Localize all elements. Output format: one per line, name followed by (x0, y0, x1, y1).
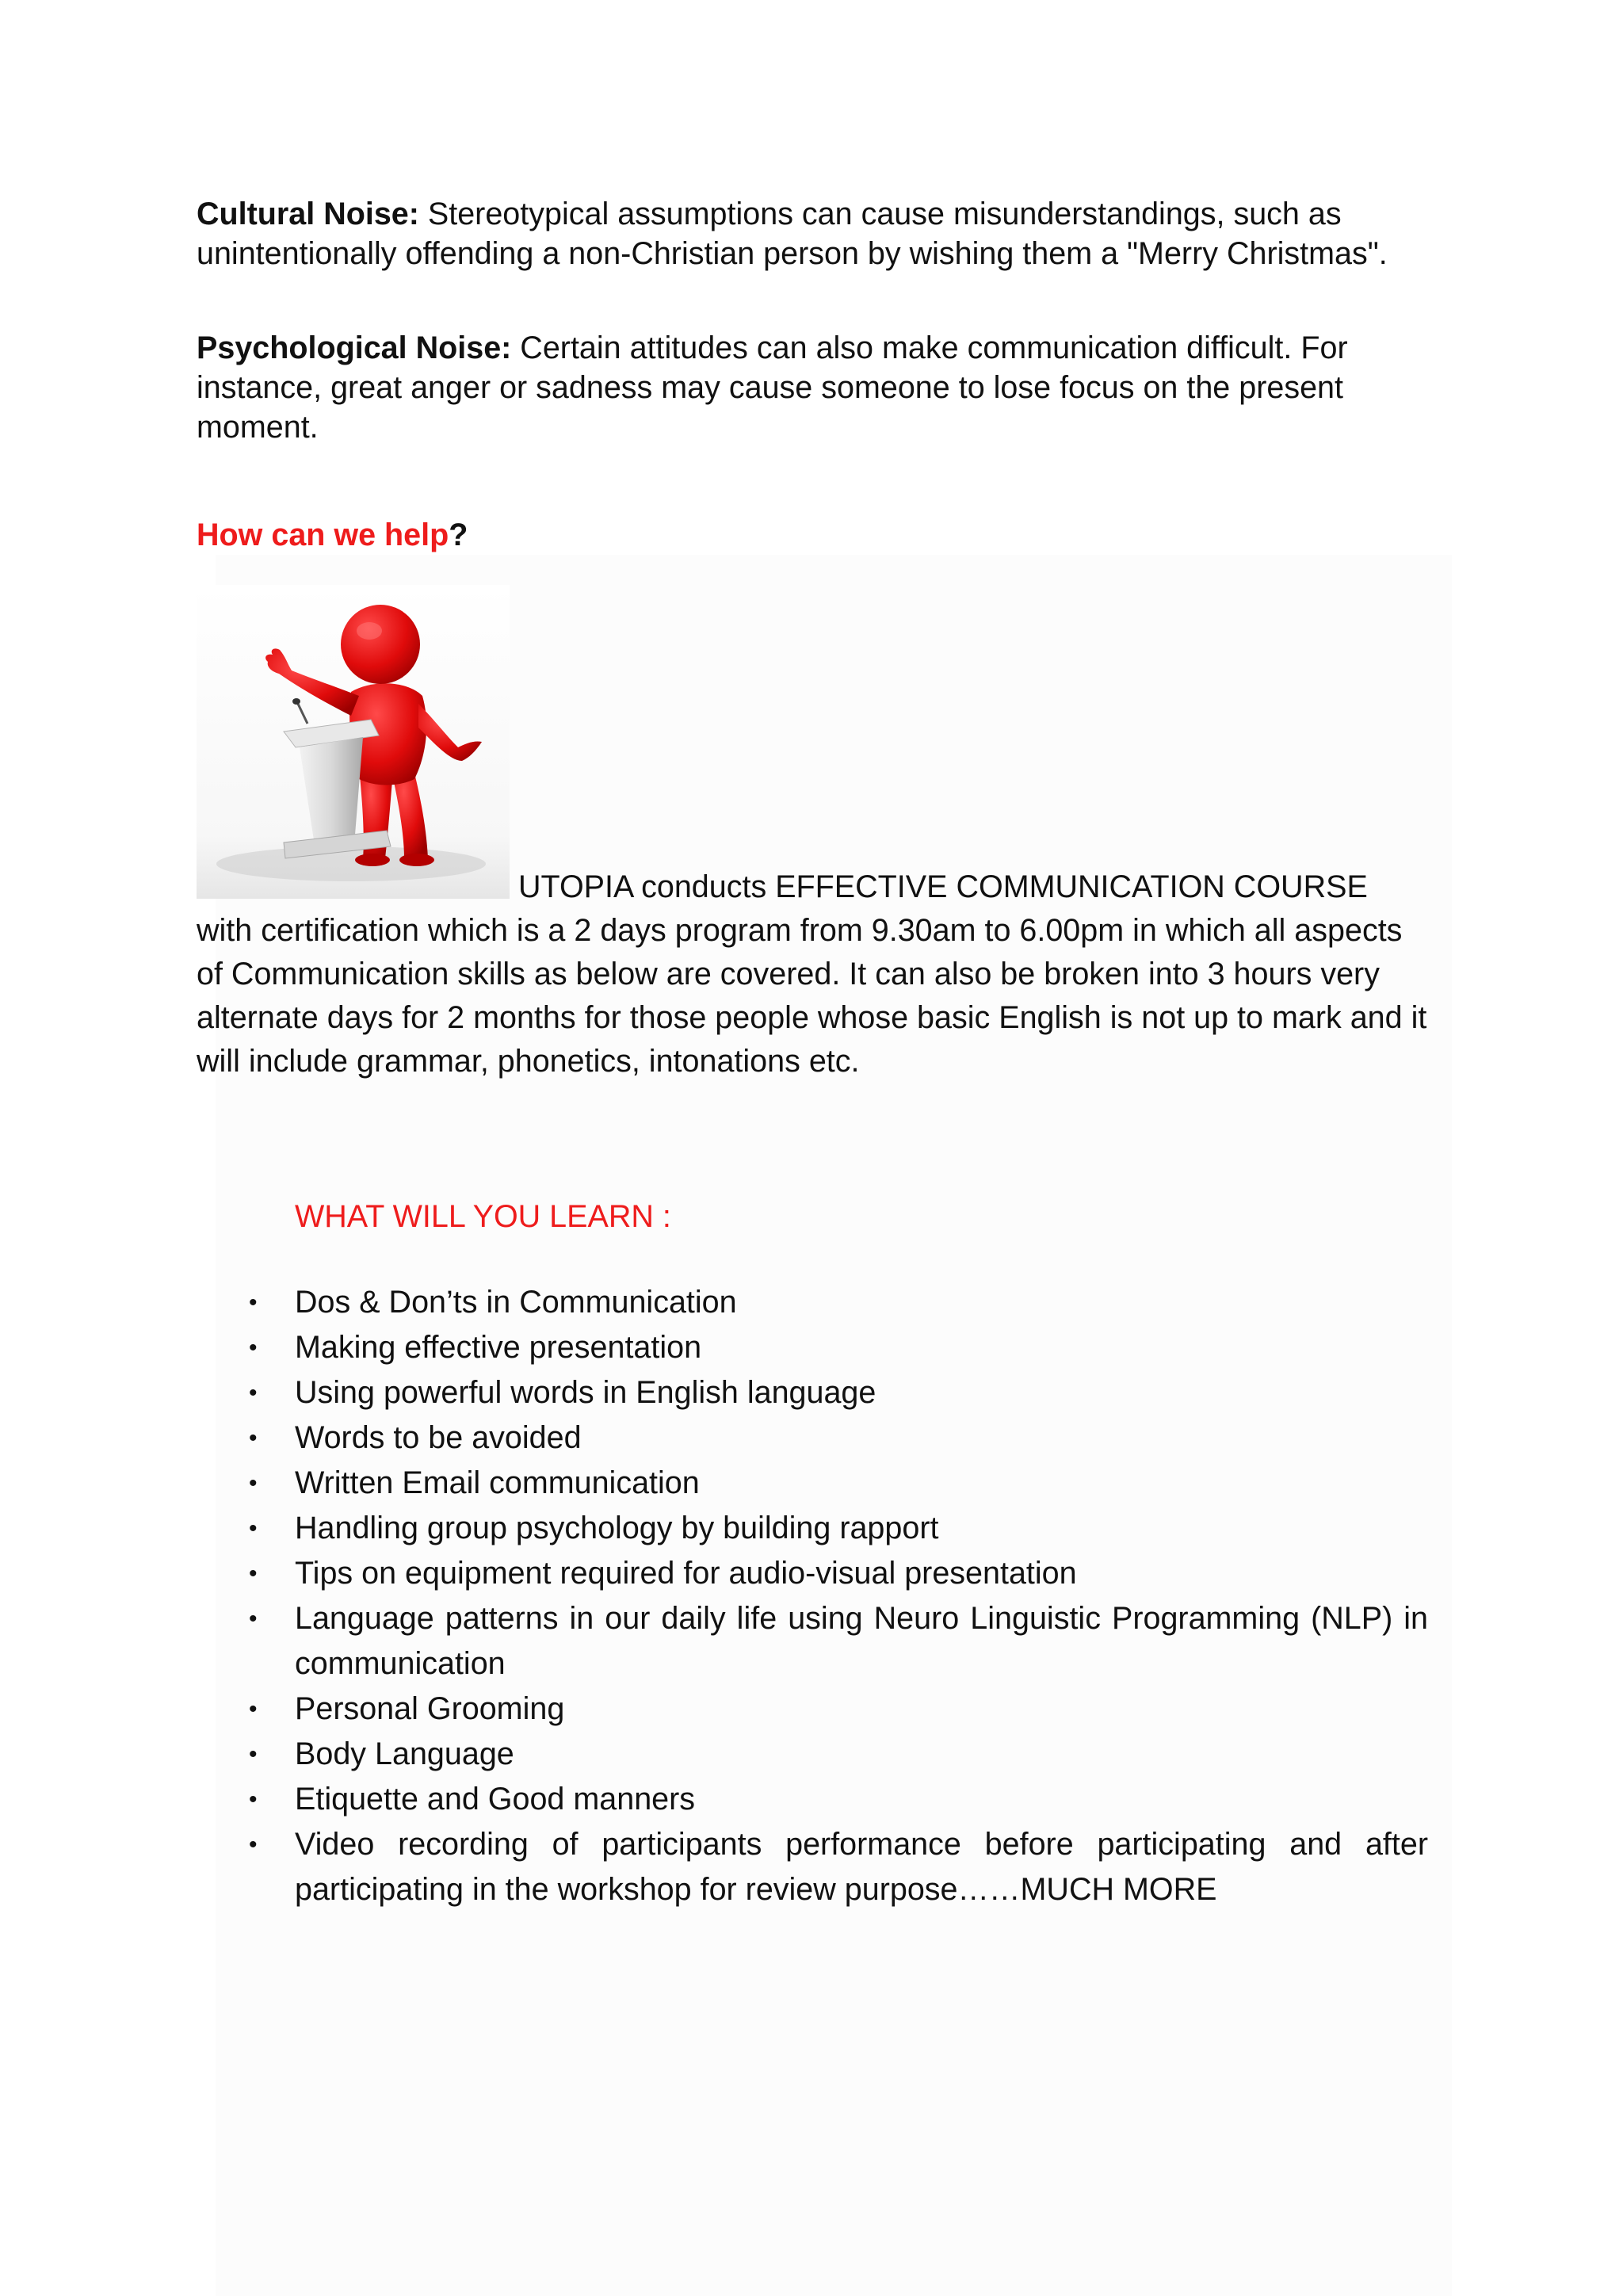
list-item (249, 1687, 1428, 1732)
list-item-text: Handling group psychology by building rapport (295, 1511, 939, 1545)
psychological-noise-text: Certain attitudes can also make communication difficult. For instance, great anger or sadness may cause someone to lose focus on the present moment. (197, 330, 1348, 445)
list-item (249, 1415, 1428, 1461)
bullet-icon: • (249, 1289, 258, 1316)
list-item-text: Words to be avoided (295, 1420, 582, 1455)
list-item-text: Body Language (295, 1736, 514, 1771)
help-question-mark: ? (449, 518, 468, 552)
list-item (249, 1370, 1428, 1415)
cultural-noise-paragraph (197, 194, 1433, 273)
list-item (249, 1325, 1428, 1370)
bullet-icon: • (249, 1832, 258, 1858)
list-item (249, 1506, 1428, 1551)
list-item-text: Tips on equipment required for audio-visual presentation (295, 1556, 1077, 1591)
learn-heading: WHAT WILL YOU LEARN : (295, 1199, 671, 1234)
list-item (249, 1461, 1428, 1506)
list-item (249, 1596, 1428, 1687)
bullet-icon: • (249, 1515, 258, 1541)
bullet-icon: • (249, 1425, 258, 1451)
help-heading-text: How can we help (197, 518, 449, 552)
list-item (249, 1822, 1428, 1912)
bullet-icon: • (249, 1786, 258, 1813)
list-item-text: Etiquette and Good manners (295, 1782, 696, 1817)
learn-list (249, 1280, 1428, 1912)
cultural-noise-text: Stereotypical assumptions can cause misunderstandings, such as unintentionally offending a non-Christian person by wishing them a "Merry Christmas". (197, 197, 1388, 271)
list-item (249, 1777, 1428, 1822)
bullet-icon: • (249, 1741, 258, 1767)
list-item-text: Making effective presentation (295, 1330, 702, 1365)
help-heading (197, 515, 468, 555)
bullet-icon: • (249, 1696, 258, 1722)
psychological-noise-paragraph (197, 328, 1433, 447)
list-item-text: Written Email communication (295, 1465, 700, 1500)
bullet-icon: • (249, 1380, 258, 1406)
bullet-icon: • (249, 1335, 258, 1361)
list-item (249, 1280, 1428, 1325)
bullet-icon: • (249, 1561, 258, 1587)
bullet-icon: • (249, 1606, 258, 1632)
psychological-noise-label: Psychological Noise: (197, 330, 512, 365)
list-item-text: Personal Grooming (295, 1691, 565, 1726)
list-item (249, 1732, 1428, 1777)
course-details: with certification which is a 2 days program from 9.30am to 6.00pm in which all aspects of Communication skills as below are covered. It can also be broken into 3 hours very alternate days for 2 months for those people whose basic English is not up to mark and it will include grammar, phonetics, intonations etc. (197, 913, 1427, 1079)
list-item-text: Using powerful words in English language (295, 1375, 876, 1410)
bullet-icon: • (249, 1470, 258, 1496)
course-description (197, 865, 1433, 1083)
cultural-noise-label: Cultural Noise: (197, 197, 419, 231)
list-item (249, 1551, 1428, 1596)
presenter-at-podium-icon (197, 585, 510, 899)
course-first-line: UTOPIA conducts EFFECTIVE COMMUNICATION COURSE (518, 869, 1368, 904)
list-item-text: Dos & Don’ts in Communication (295, 1285, 737, 1320)
list-item-text: Video recording of participants performance before participating and after participating in the workshop for review purpose……MUCH MORE (295, 1827, 1428, 1907)
list-item-text: Language patterns in our daily life using Neuro Linguistic Programming (NLP) in communication (295, 1601, 1428, 1681)
